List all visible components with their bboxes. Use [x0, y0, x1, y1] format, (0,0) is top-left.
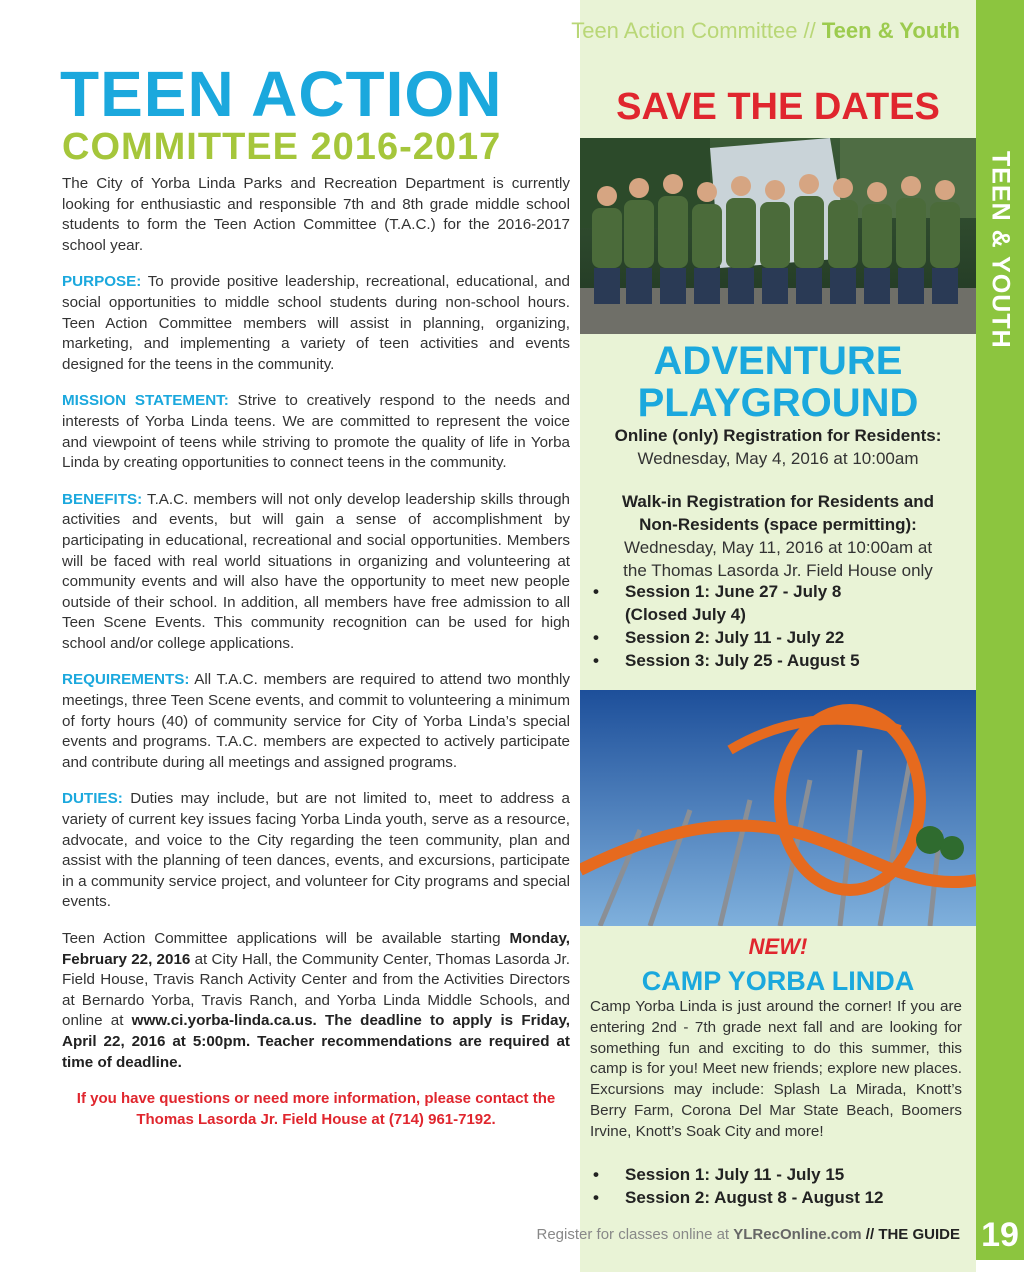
benefits-paragraph: [62, 490, 570, 655]
adventure-sessions-list: [590, 580, 890, 672]
camp-description: Camp Yorba Linda is just around the corner! If you are entering 2nd - 7th grade next fall and are looking for something fun and exciting to do this summer, this camp is for you! Meet new friends; explore new places. Excursions may include: Splash La Mirada, Knott’s Berry Farm, Corona Del Mar State Beach, Boomers Irvine, Knott’s Soak City and more!: [590, 998, 962, 1140]
requirements-text: All T.A.C. members are required to attend two monthly meetings, three Teen Scene events, and commit to volunteering a minimum of forty hours (40) of community service for City of Yorba Linda’s special events and programs. T.A.C. members are expected to actively participate and contribute during all meetings and assigned programs.: [62, 671, 570, 771]
footer-website-link[interactable]: YLRecOnline.com: [733, 1226, 862, 1243]
teens-group-photo: [580, 138, 976, 334]
requirements-paragraph: [62, 670, 570, 773]
contact-paragraph: If you have questions or need more information, please contact the Thomas Lasorda Jr. Field House at (714) 961-7192.: [76, 1090, 556, 1128]
mission-text: Strive to creatively respond to the needs and interests of Yorba Linda teens. We are committed to represent the voice and viewpoint of teens while striving to promote the quality of life in Yorba Linda by creating opportunities to connect teens in the community.: [62, 392, 570, 472]
roller-coaster-photo: [580, 690, 976, 926]
benefits-text: T.A.C. members will not only develop leadership skills through activities and events, but will gain a sense of accomplishment by participating in educational, recreational and social opportunities. Members will be faced with real world situations in organizing and volunteering at community events and will also have the opportunity to meet new people outside of their school. In addition, all members have free admission to all Teen Scene Events. This community recognition can be used for high school and/or college applications.: [62, 490, 570, 652]
applications-paragraph: [62, 929, 570, 1073]
footer-guide-label: THE GUIDE: [878, 1226, 960, 1243]
left-column: [62, 174, 570, 1146]
section-strip-label-wrap: [976, 120, 1024, 380]
list-item: • Session 3: July 25 - August 5: [590, 649, 890, 672]
walkin-registration-label: Walk-in Registration for Residents and Non-Residents (space permitting):: [621, 492, 935, 534]
section-header-label: Teen Action Committee //: [571, 18, 822, 43]
adventure-playground-title: ADVENTURE PLAYGROUND: [637, 339, 919, 425]
new-badge: NEW!: [748, 934, 808, 959]
list-item: • Session 1: June 27 - July 8 (Closed July 4): [590, 580, 890, 626]
list-item: • Session 2: July 11 - July 22: [590, 626, 890, 649]
footer-separator: //: [861, 1226, 879, 1243]
intro-paragraph: The City of Yorba Linda Parks and Recreation Department is currently looking for enthusiastic and responsible 7th and 8th grade middle school students to form the Teen Action Committee (T.A.C.) for the 2016-2017 school year.: [62, 175, 570, 254]
purpose-paragraph: [62, 272, 570, 375]
duties-text: Duties may include, but are not limited to, meet to address a variety of current key issues facing Yorba Linda youth, serve as a resource, advocate, and voice to the City regarding the teen community, plan and assist with the planning of teen dances, events, and excursions, participate in a community service project, and volunteer for City programs and special events.: [62, 790, 570, 911]
online-registration-date: Wednesday, May 4, 2016 at 10:00am: [637, 449, 919, 468]
walkin-registration-date: Wednesday, May 11, 2016 at 10:00am at the Thomas Lasorda Jr. Field House only: [623, 538, 933, 580]
applications-date: Monday, February 22, 2016: [62, 930, 570, 968]
walkin-registration: [580, 490, 976, 582]
section-header-bold: Teen & Youth: [821, 18, 960, 43]
applications-text-1: Teen Action Committee applications will be available starting: [62, 930, 510, 947]
mission-paragraph: [62, 391, 570, 473]
benefits-label: BENEFITS:: [62, 490, 143, 508]
duties-paragraph: [62, 789, 570, 913]
mission-label: MISSION STATEMENT:: [62, 392, 229, 410]
page-title: TEEN ACTION: [60, 58, 503, 130]
duties-label: DUTIES:: [62, 790, 123, 808]
footer-text: Register for classes online at: [536, 1226, 734, 1243]
section-header: [571, 18, 960, 44]
online-registration: [580, 424, 976, 470]
list-item: • Session 1: July 11 - July 15: [590, 1163, 970, 1186]
page-subtitle: COMMITTEE 2016-2017: [62, 126, 502, 168]
page-footer: [537, 1226, 961, 1243]
purpose-text: To provide positive leadership, recreational, educational, and social opportunities to middle school students during non-school hours. Teen Action Committee members will assist in planning, organizing, marketing, and implementing a variety of teen activities and events designed for the teens in the community.: [62, 273, 570, 373]
page-number: 19: [976, 1210, 1024, 1260]
camp-sessions-list: [590, 1163, 970, 1209]
requirements-label: REQUIREMENTS:: [62, 671, 190, 689]
purpose-label: PURPOSE:: [62, 273, 142, 291]
section-strip-label: TEEN & YOUTH: [986, 151, 1015, 349]
online-registration-label: Online (only) Registration for Residents:: [614, 426, 942, 445]
applications-text-2: at City Hall, the Community Center, Thomas Lasorda Jr. Field House, Travis Ranch Activity Center and from the Activities Directors at Bernardo Yorba, Travis Ranch, and Yorba Linda Middle Schools, and online at: [62, 950, 570, 1030]
save-the-dates-title: SAVE THE DATES: [616, 86, 940, 128]
camp-yorba-linda-title: CAMP YORBA LINDA: [641, 966, 915, 996]
applications-deadline: www.ci.yorba-linda.ca.us. The deadline to apply is Friday, April 22, 2016 at 5:00pm. Teacher recommendations are required at time of deadline.: [62, 1012, 570, 1071]
list-item: • Session 2: August 8 - August 12: [590, 1186, 970, 1209]
